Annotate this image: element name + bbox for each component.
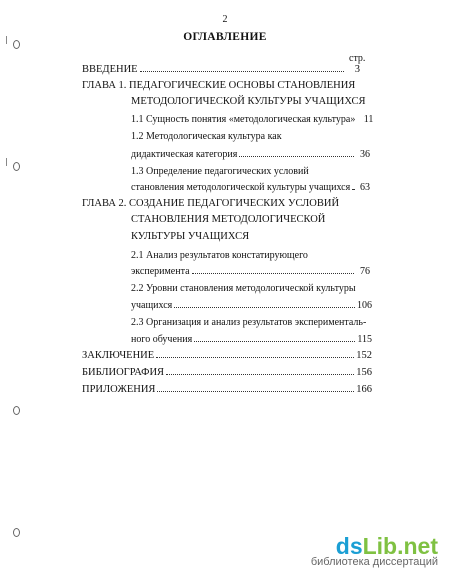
toc-entry-1-2-line[interactable]: 1.2 Методологическая культура как	[131, 131, 282, 142]
toc-chapter-2-heading[interactable]: ГЛАВА 2. СОЗДАНИЕ ПЕДАГОГИЧЕСКИХ УСЛОВИЙ	[82, 198, 340, 209]
punch-hole-mark	[13, 528, 20, 537]
toc-entry-1-2[interactable]	[131, 149, 370, 161]
punch-hole-mark	[13, 162, 20, 171]
toc-entry-2-3-line[interactable]: 2.3 Организация и анализ результатов эксперименталь-	[131, 317, 367, 328]
toc-entry-2-1[interactable]	[131, 266, 370, 278]
toc-entry-page: 156	[356, 367, 372, 378]
toc-entry-2-2-line[interactable]: 2.2 Уровни становления методологической культуры	[131, 283, 356, 294]
toc-entry-label: 1.1 Сущность понятия «методологическая культура»	[131, 114, 356, 125]
toc-entry-conclusion[interactable]	[82, 350, 372, 362]
toc-entry-label: ВВЕДЕНИЕ	[82, 64, 138, 75]
toc-entry-label: ЗАКЛЮЧЕНИЕ	[82, 350, 155, 361]
toc-leader-dots	[140, 70, 344, 72]
toc-leader-dots	[174, 306, 355, 308]
page-title: ОГЛАВЛЕНИЕ	[183, 31, 267, 43]
toc-entry-label: ного обучения	[131, 334, 193, 345]
toc-entry-page: 106	[357, 300, 372, 311]
toc-entry-page: 76	[360, 266, 370, 277]
toc-entry-page: 63	[360, 182, 370, 193]
toc-entry-page: 152	[356, 350, 372, 361]
toc-chapter-1-heading[interactable]: ГЛАВА 1. ПЕДАГОГИЧЕСКИЕ ОСНОВЫ СТАНОВЛЕНИЯ	[82, 80, 356, 91]
toc-entry-bibliography[interactable]	[82, 367, 372, 379]
toc-leader-dots	[192, 272, 354, 274]
toc-entry-label: ПРИЛОЖЕНИЯ	[82, 384, 156, 395]
toc-chapter-2-heading[interactable]: СТАНОВЛЕНИЯ МЕТОДОЛОГИЧЕСКОЙ	[131, 214, 326, 225]
toc-entry-2-3[interactable]	[131, 334, 372, 346]
toc-leader-dots	[352, 188, 354, 190]
toc-entry-label: дидактическая категория	[131, 149, 238, 160]
toc-entry-1-1[interactable]	[131, 114, 374, 126]
punch-hole-mark	[13, 406, 20, 415]
toc-entry-label: становления методологической культуры учащихся	[131, 182, 351, 193]
dslib-tagline: библиотека диссертаций	[310, 556, 438, 568]
toc-entry-2-2[interactable]	[131, 300, 372, 312]
toc-entry-label: БИБЛИОГРАФИЯ	[82, 367, 165, 378]
toc-chapter-1-heading[interactable]: МЕТОДОЛОГИЧЕСКОЙ КУЛЬТУРЫ УЧАЩИХСЯ	[131, 96, 366, 107]
page-number: 2	[222, 14, 228, 25]
toc-entry-appendices[interactable]	[82, 384, 372, 396]
toc-leader-dots	[194, 340, 355, 342]
toc-leader-dots	[239, 155, 354, 157]
toc-leader-dots	[157, 390, 354, 392]
page-column-label: стр.	[349, 53, 366, 64]
scan-edge-mark	[6, 158, 7, 166]
toc-leader-dots	[156, 356, 354, 358]
toc-entry-intro[interactable]	[82, 64, 360, 76]
toc-entry-label: учащихся	[131, 300, 173, 311]
toc-entry-1-3[interactable]	[131, 182, 370, 194]
toc-entry-page: 166	[356, 384, 372, 395]
dslib-logo: dsLib.net	[335, 533, 438, 559]
toc-entry-1-3-line[interactable]: 1.3 Определение педагогических условий	[131, 166, 309, 177]
toc-entry-page: 36	[360, 149, 370, 160]
dslib-watermark[interactable]	[311, 534, 438, 568]
toc-entry-label: эксперимента	[131, 266, 190, 277]
toc-entry-page: 11	[363, 114, 374, 125]
toc-entry-2-1-line[interactable]: 2.1 Анализ результатов констатирующего	[131, 250, 308, 261]
toc-entry-page: 3	[354, 64, 360, 75]
toc-chapter-2-heading[interactable]: КУЛЬТУРЫ УЧАЩИХСЯ	[131, 231, 250, 242]
toc-leader-dots	[166, 373, 354, 375]
toc-entry-page: 115	[357, 334, 372, 345]
